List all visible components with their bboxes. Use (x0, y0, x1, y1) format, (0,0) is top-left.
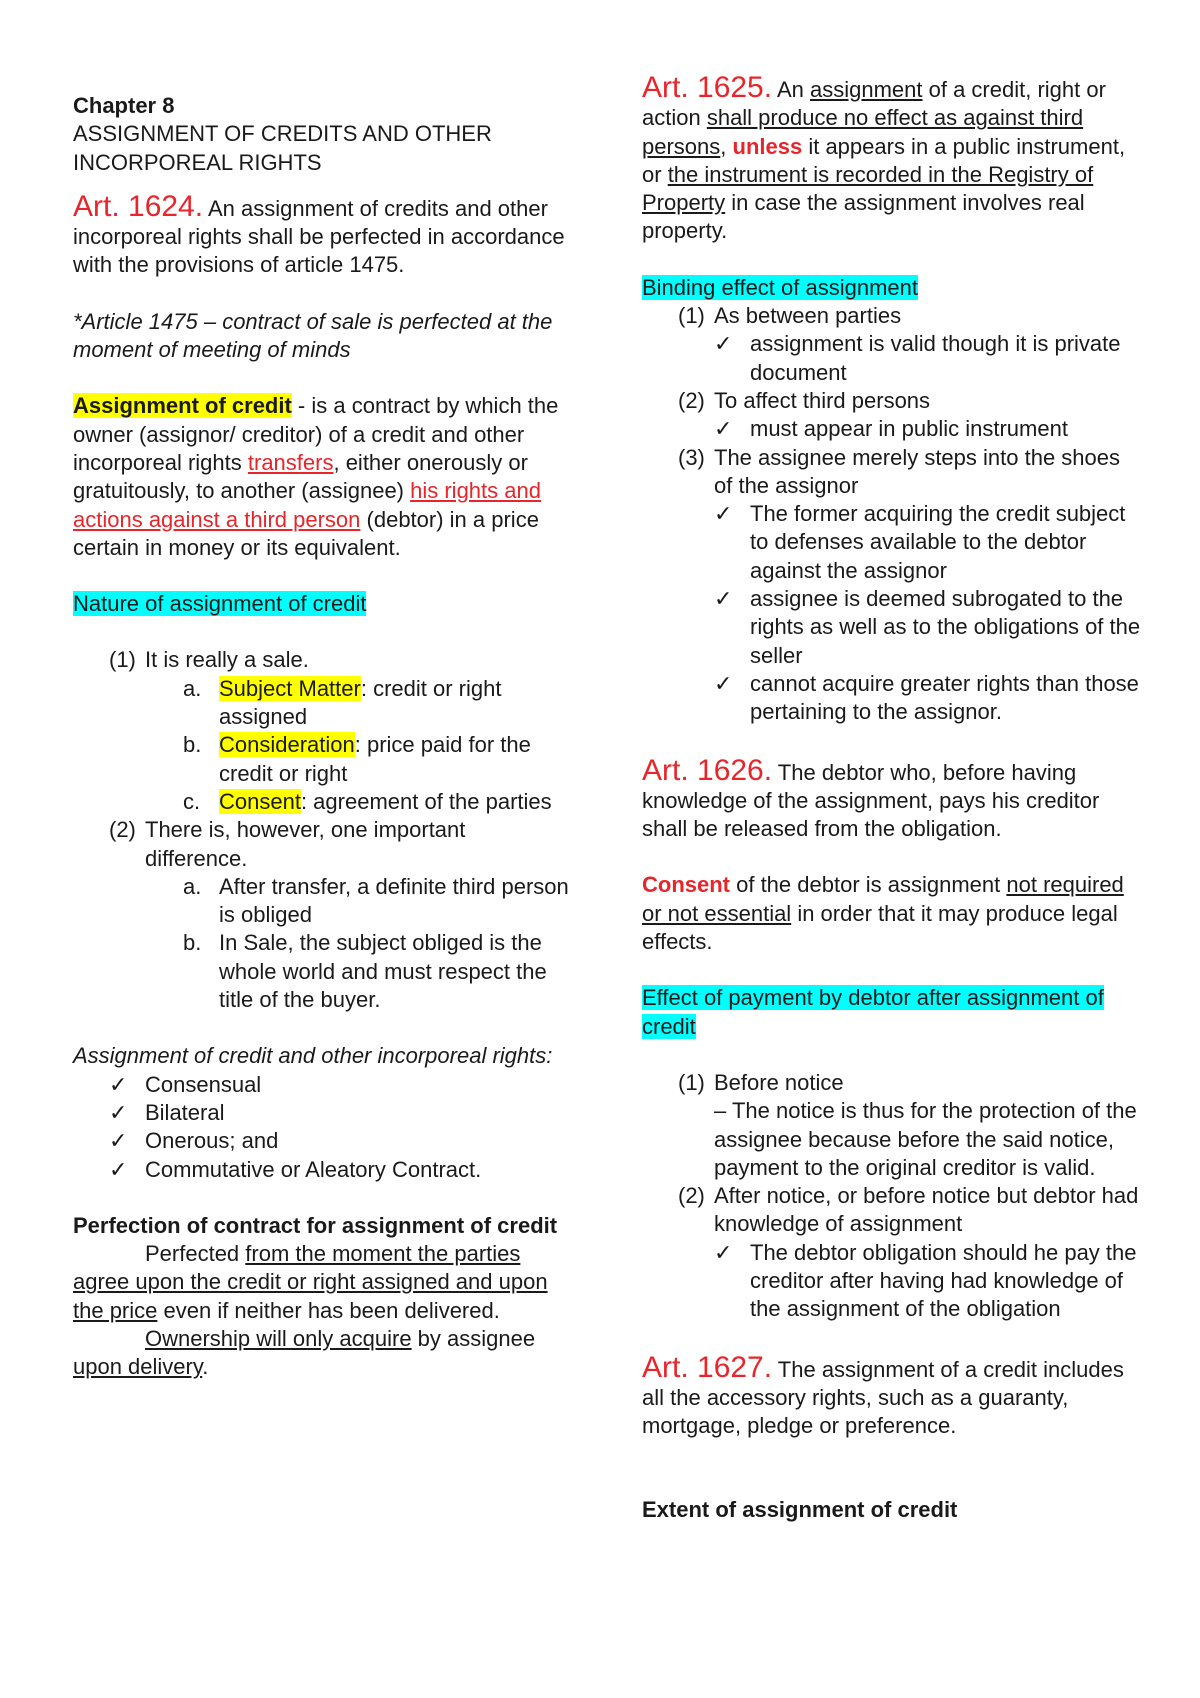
characteristic-text: Consensual (145, 1071, 262, 1097)
payment-item-text: Before notice (714, 1069, 844, 1095)
binding-heading (642, 274, 1142, 302)
ownership-underlined: Ownership will only acquire (145, 1325, 412, 1351)
article-1627 (642, 1352, 1142, 1441)
sale-element-label: b. (183, 732, 202, 758)
difference-text: In Sale, the subject obliged is the whole world and must respect the title of the buyer. (219, 930, 547, 1013)
nature-item-text: There is, however, one important difference. (145, 817, 466, 871)
check-icon: ✓ (109, 1099, 128, 1125)
definition-text-1: - is a contract by which the owner (assignor/ creditor) of a credit and other incorporeal rights (73, 393, 559, 475)
article-1627-label: Art. 1627. (642, 1350, 773, 1384)
article-1624-text: An assignment of credits and other incorporeal rights shall be perfected in accordance with the provisions of article 1475. (73, 195, 565, 278)
perfection-post: even if neither has been delivered. (157, 1297, 500, 1323)
binding-item (642, 387, 1142, 415)
ownership-text (73, 1325, 573, 1382)
article-1625-unless: unless (732, 133, 803, 159)
binding-check-item (642, 500, 1142, 585)
sale-element (73, 788, 573, 816)
nature-heading-text: Nature of assignment of credit (73, 591, 367, 617)
nature-item-label: (1) (109, 647, 136, 673)
consent-a: of the debtor is assignment (730, 872, 1007, 898)
binding-item-text: The assignee merely steps into the shoes of the assignor (714, 444, 1121, 498)
article-1625-f: it appears in a public instrument, or (642, 133, 1126, 187)
payment-item-text: After notice, or before notice but debtor had knowledge of assignment (714, 1183, 1139, 1237)
check-icon: ✓ (714, 416, 733, 442)
article-1625-g: the instrument is recorded in the Registry of Property (642, 161, 1094, 216)
sale-element-text (219, 788, 552, 816)
article-1626-text: The debtor who, before having knowledge of the assignment, pays his creditor shall be released from the obligation. (642, 759, 1100, 842)
binding-item-label: (1) (678, 303, 705, 329)
definition-rights: his rights and actions against a third person (73, 478, 541, 532)
payment-check-item (642, 1239, 1142, 1324)
payment-item (642, 1182, 1142, 1239)
nature-heading (73, 590, 573, 618)
article-1626-label: Art. 1626. (642, 753, 773, 787)
chapter-number: Chapter 8 (73, 93, 175, 118)
binding-check-text: assignee is deemed subrogated to the rights as well as to the obligations of the seller (750, 586, 1141, 668)
binding-item-label: (3) (678, 444, 705, 470)
definition-text-3: (debtor) in a price certain in money or its equivalent. (73, 506, 539, 560)
sale-element-label: a. (183, 675, 202, 701)
consent-word: Consent (642, 872, 730, 898)
ownership-end: . (202, 1354, 209, 1380)
characteristic-text: Onerous; and (145, 1128, 279, 1154)
characteristics-heading: Assignment of credit and other incorporeal rights: (73, 1043, 553, 1069)
nature-item (73, 646, 573, 674)
binding-check-item (642, 670, 1142, 727)
extent-heading: Extent of assignment of credit (642, 1497, 958, 1523)
article-1625-d: shall produce no effect as against third persons (642, 105, 1084, 159)
binding-check-text: must appear in public instrument (750, 416, 1068, 442)
article-1624 (73, 191, 573, 280)
binding-check-text: cannot acquire greater rights than those pertaining to the assignor. (750, 670, 1139, 725)
chapter-title: ASSIGNMENT OF CREDITS AND OTHER INCORPOREAL RIGHTS (73, 121, 492, 175)
characteristic-item (73, 1099, 573, 1127)
sale-element-desc: : agreement of the parties (300, 788, 552, 814)
binding-item-label: (2) (678, 387, 705, 413)
sale-element-term: Subject Matter (219, 675, 361, 701)
article-1625-label: Art. 1625. (642, 71, 773, 104)
binding-check-text: The former acquiring the credit subject to defenses available to the debtor against the assignor (750, 501, 1126, 583)
binding-item-text: To affect third persons (714, 387, 931, 413)
payment-check-text: The debtor obligation should he pay the creditor after having had knowledge of the assignment of the obligation (750, 1239, 1137, 1322)
ownership-underlined-2: upon delivery (73, 1354, 203, 1380)
check-icon: ✓ (109, 1128, 128, 1154)
payment-item (642, 1069, 1142, 1097)
definition-text-2: , either onerously or gratuitously, to another (assignee) (73, 449, 528, 504)
check-icon: ✓ (714, 331, 733, 357)
sale-element-term: Consideration (219, 732, 355, 758)
sale-element-term: Consent (219, 788, 301, 814)
binding-check-item (642, 330, 1142, 387)
characteristic-item (73, 1156, 573, 1184)
sale-element-text (219, 675, 573, 732)
article-1625 (642, 72, 1142, 246)
sale-element-label: c. (183, 788, 201, 814)
check-icon: ✓ (109, 1156, 128, 1182)
payment-1-explanation: – The notice is thus for the protection of the assignee because before the said notice, payment to the original creditor is valid. (714, 1098, 1137, 1180)
article-1627-text: The assignment of a credit includes all the accessory rights, such as a guaranty, mortgage, pledge or preference. (642, 1356, 1124, 1439)
sale-element (73, 675, 573, 732)
perfection-text (73, 1240, 573, 1325)
check-icon: ✓ (714, 586, 733, 612)
nature-item (73, 816, 573, 873)
assignment-definition (73, 392, 573, 562)
binding-check-text: assignment is valid though it is private document (750, 331, 1121, 385)
right-column (642, 72, 1142, 1525)
binding-item-text: As between parties (714, 303, 902, 329)
article-1625-c: of a credit, right or action (642, 77, 1106, 131)
article-1624-label: Art. 1624. (73, 189, 204, 223)
payment-heading-text: Effect of payment by debtor after assignment of credit (642, 985, 1104, 1039)
perfection-pre: Perfected (145, 1241, 246, 1267)
binding-check-item (642, 585, 1142, 670)
article-1475-note: *Article 1475 – contract of sale is perfected at the moment of meeting of minds (73, 308, 553, 363)
difference-label: a. (183, 873, 202, 899)
ownership-mid: by assignee (411, 1325, 536, 1351)
consent-b: in order that it may produce legal effects. (642, 900, 1118, 955)
check-icon: ✓ (714, 1239, 733, 1265)
article-1625-a: An (772, 77, 810, 102)
consent-underlined: not required or not essential (642, 872, 1124, 926)
sale-element (73, 731, 573, 788)
characteristic-item (73, 1071, 573, 1099)
characteristic-text: Commutative or Aleatory Contract. (145, 1156, 482, 1182)
article-1625-e: , (720, 133, 733, 159)
sale-element-desc: : credit or right assigned (219, 675, 502, 730)
perfection-heading: Perfection of contract for assignment of credit (73, 1212, 558, 1238)
article-1626 (642, 755, 1142, 844)
difference-label: b. (183, 930, 202, 956)
perfection-underlined: from the moment the parties agree upon the credit or right assigned and upon the price (73, 1241, 548, 1323)
article-1625-h: in case the assignment involves real property. (642, 190, 1085, 244)
left-column (73, 72, 573, 1382)
check-icon: ✓ (109, 1071, 128, 1097)
consent-paragraph (642, 871, 1142, 956)
binding-check-item (642, 415, 1142, 443)
difference-item (73, 929, 573, 1014)
check-icon: ✓ (714, 501, 733, 527)
difference-text: After transfer, a definite third person is obliged (219, 873, 569, 928)
characteristic-item (73, 1127, 573, 1155)
binding-item (642, 444, 1142, 501)
payment-heading (642, 984, 1142, 1041)
binding-item (642, 302, 1142, 330)
payment-item-label: (2) (678, 1183, 705, 1209)
nature-item-text: It is really a sale. (145, 647, 309, 673)
definition-term: Assignment of credit (73, 393, 292, 419)
nature-item-label: (2) (109, 817, 136, 843)
sale-element-text (219, 731, 573, 788)
payment-item-label: (1) (678, 1069, 705, 1095)
definition-transfers: transfers (247, 449, 334, 475)
article-1625-b: assignment (810, 77, 923, 102)
sale-element-desc: : price paid for the credit or right (219, 732, 531, 786)
characteristic-text: Bilateral (145, 1099, 225, 1125)
binding-heading-text: Binding effect of assignment (642, 274, 918, 300)
difference-item (73, 873, 573, 930)
check-icon: ✓ (714, 670, 733, 696)
